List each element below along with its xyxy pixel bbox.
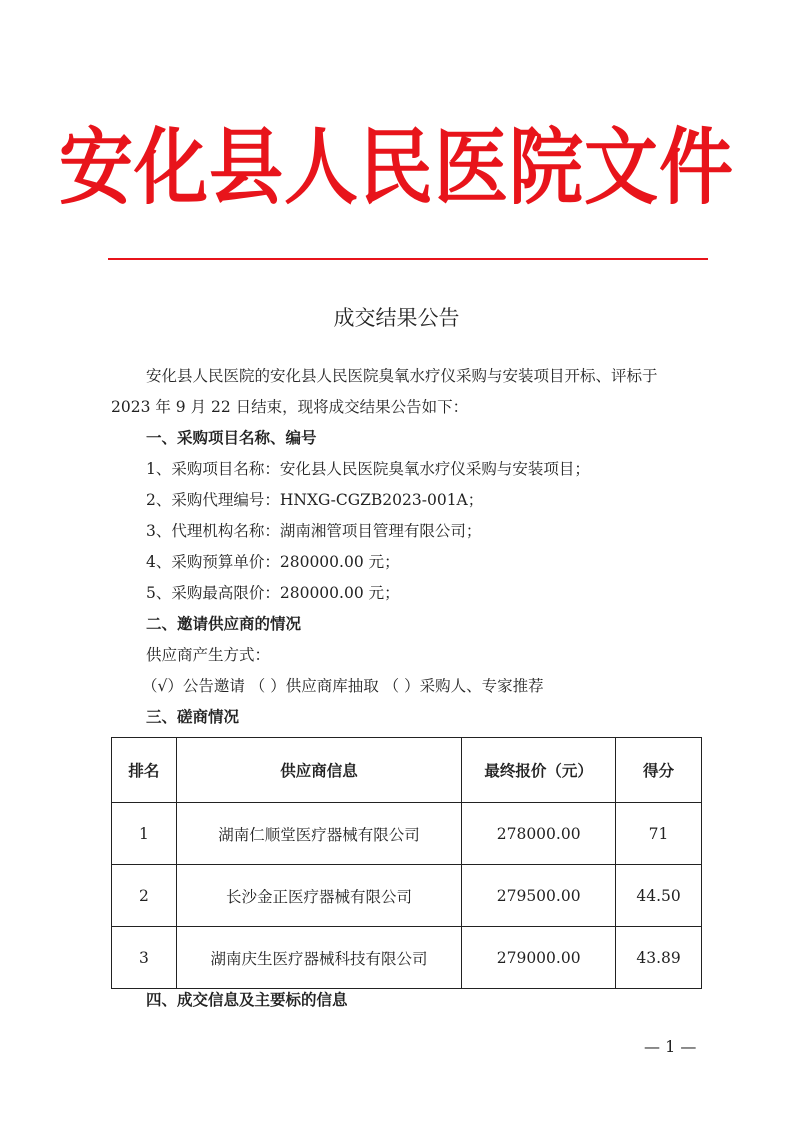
table-row	[112, 865, 702, 927]
section-heading-deal-info: 四、成交信息及主要标的信息	[146, 991, 348, 1009]
document-header-title: 安化县人民医院文件	[59, 119, 734, 217]
agency-name-item: 3、代理机构名称：湖南湘管项目管理有限公司；	[146, 522, 482, 540]
section-heading-negotiation: 三、磋商情况	[146, 708, 240, 726]
project-name-item: 1、采购项目名称：安化县人民医院臭氧水疗仪采购与安装项目；	[146, 460, 590, 478]
score-cell: 44.50	[616, 865, 702, 927]
section-heading-suppliers: 二、邀请供应商的情况	[146, 615, 302, 633]
score-cell: 71	[616, 803, 702, 865]
supplier-cell: 湖南庆生医疗器械科技有限公司	[176, 927, 461, 989]
page-title: 成交结果公告	[333, 306, 460, 330]
intro-paragraph-line-2: 2023 年 9 月 22 日结束，现将成交结果公告如下：	[111, 398, 469, 416]
rank-cell: 1	[112, 803, 177, 865]
score-column-header: 得分	[616, 738, 702, 803]
table-row	[112, 927, 702, 989]
table-header-row	[112, 738, 702, 803]
negotiation-results-table	[111, 737, 702, 989]
rank-cell: 2	[112, 865, 177, 927]
price-column-header: 最终报价（元）	[462, 738, 616, 803]
score-cell: 43.89	[616, 927, 702, 989]
rank-column-header: 排名	[112, 738, 177, 803]
supplier-column-header: 供应商信息	[176, 738, 461, 803]
price-cell: 278000.00	[462, 803, 616, 865]
supplier-method-options: （√）公告邀请 （ ）供应商库抽取 （ ）采购人、专家推荐	[142, 677, 544, 695]
supplier-method-label: 供应商产生方式：	[146, 646, 271, 664]
supplier-cell: 长沙金正医疗器械有限公司	[176, 865, 461, 927]
rank-cell: 3	[112, 927, 177, 989]
page-number: — 1 —	[644, 1037, 697, 1056]
header-red-divider	[108, 258, 708, 260]
agency-code-item: 2、采购代理编号：HNXG-CGZB2023-001A；	[146, 491, 484, 509]
budget-price-item: 4、采购预算单价：280000.00 元；	[146, 553, 400, 571]
table-row	[112, 803, 702, 865]
intro-paragraph-line-1: 安化县人民医院的安化县人民医院臭氧水疗仪采购与安装项目开标、评标于	[146, 367, 658, 385]
max-price-item: 5、采购最高限价：280000.00 元；	[146, 584, 400, 602]
section-heading-project: 一、采购项目名称、编号	[146, 429, 317, 447]
price-cell: 279000.00	[462, 927, 616, 989]
supplier-cell: 湖南仁顺堂医疗器械有限公司	[176, 803, 461, 865]
price-cell: 279500.00	[462, 865, 616, 927]
